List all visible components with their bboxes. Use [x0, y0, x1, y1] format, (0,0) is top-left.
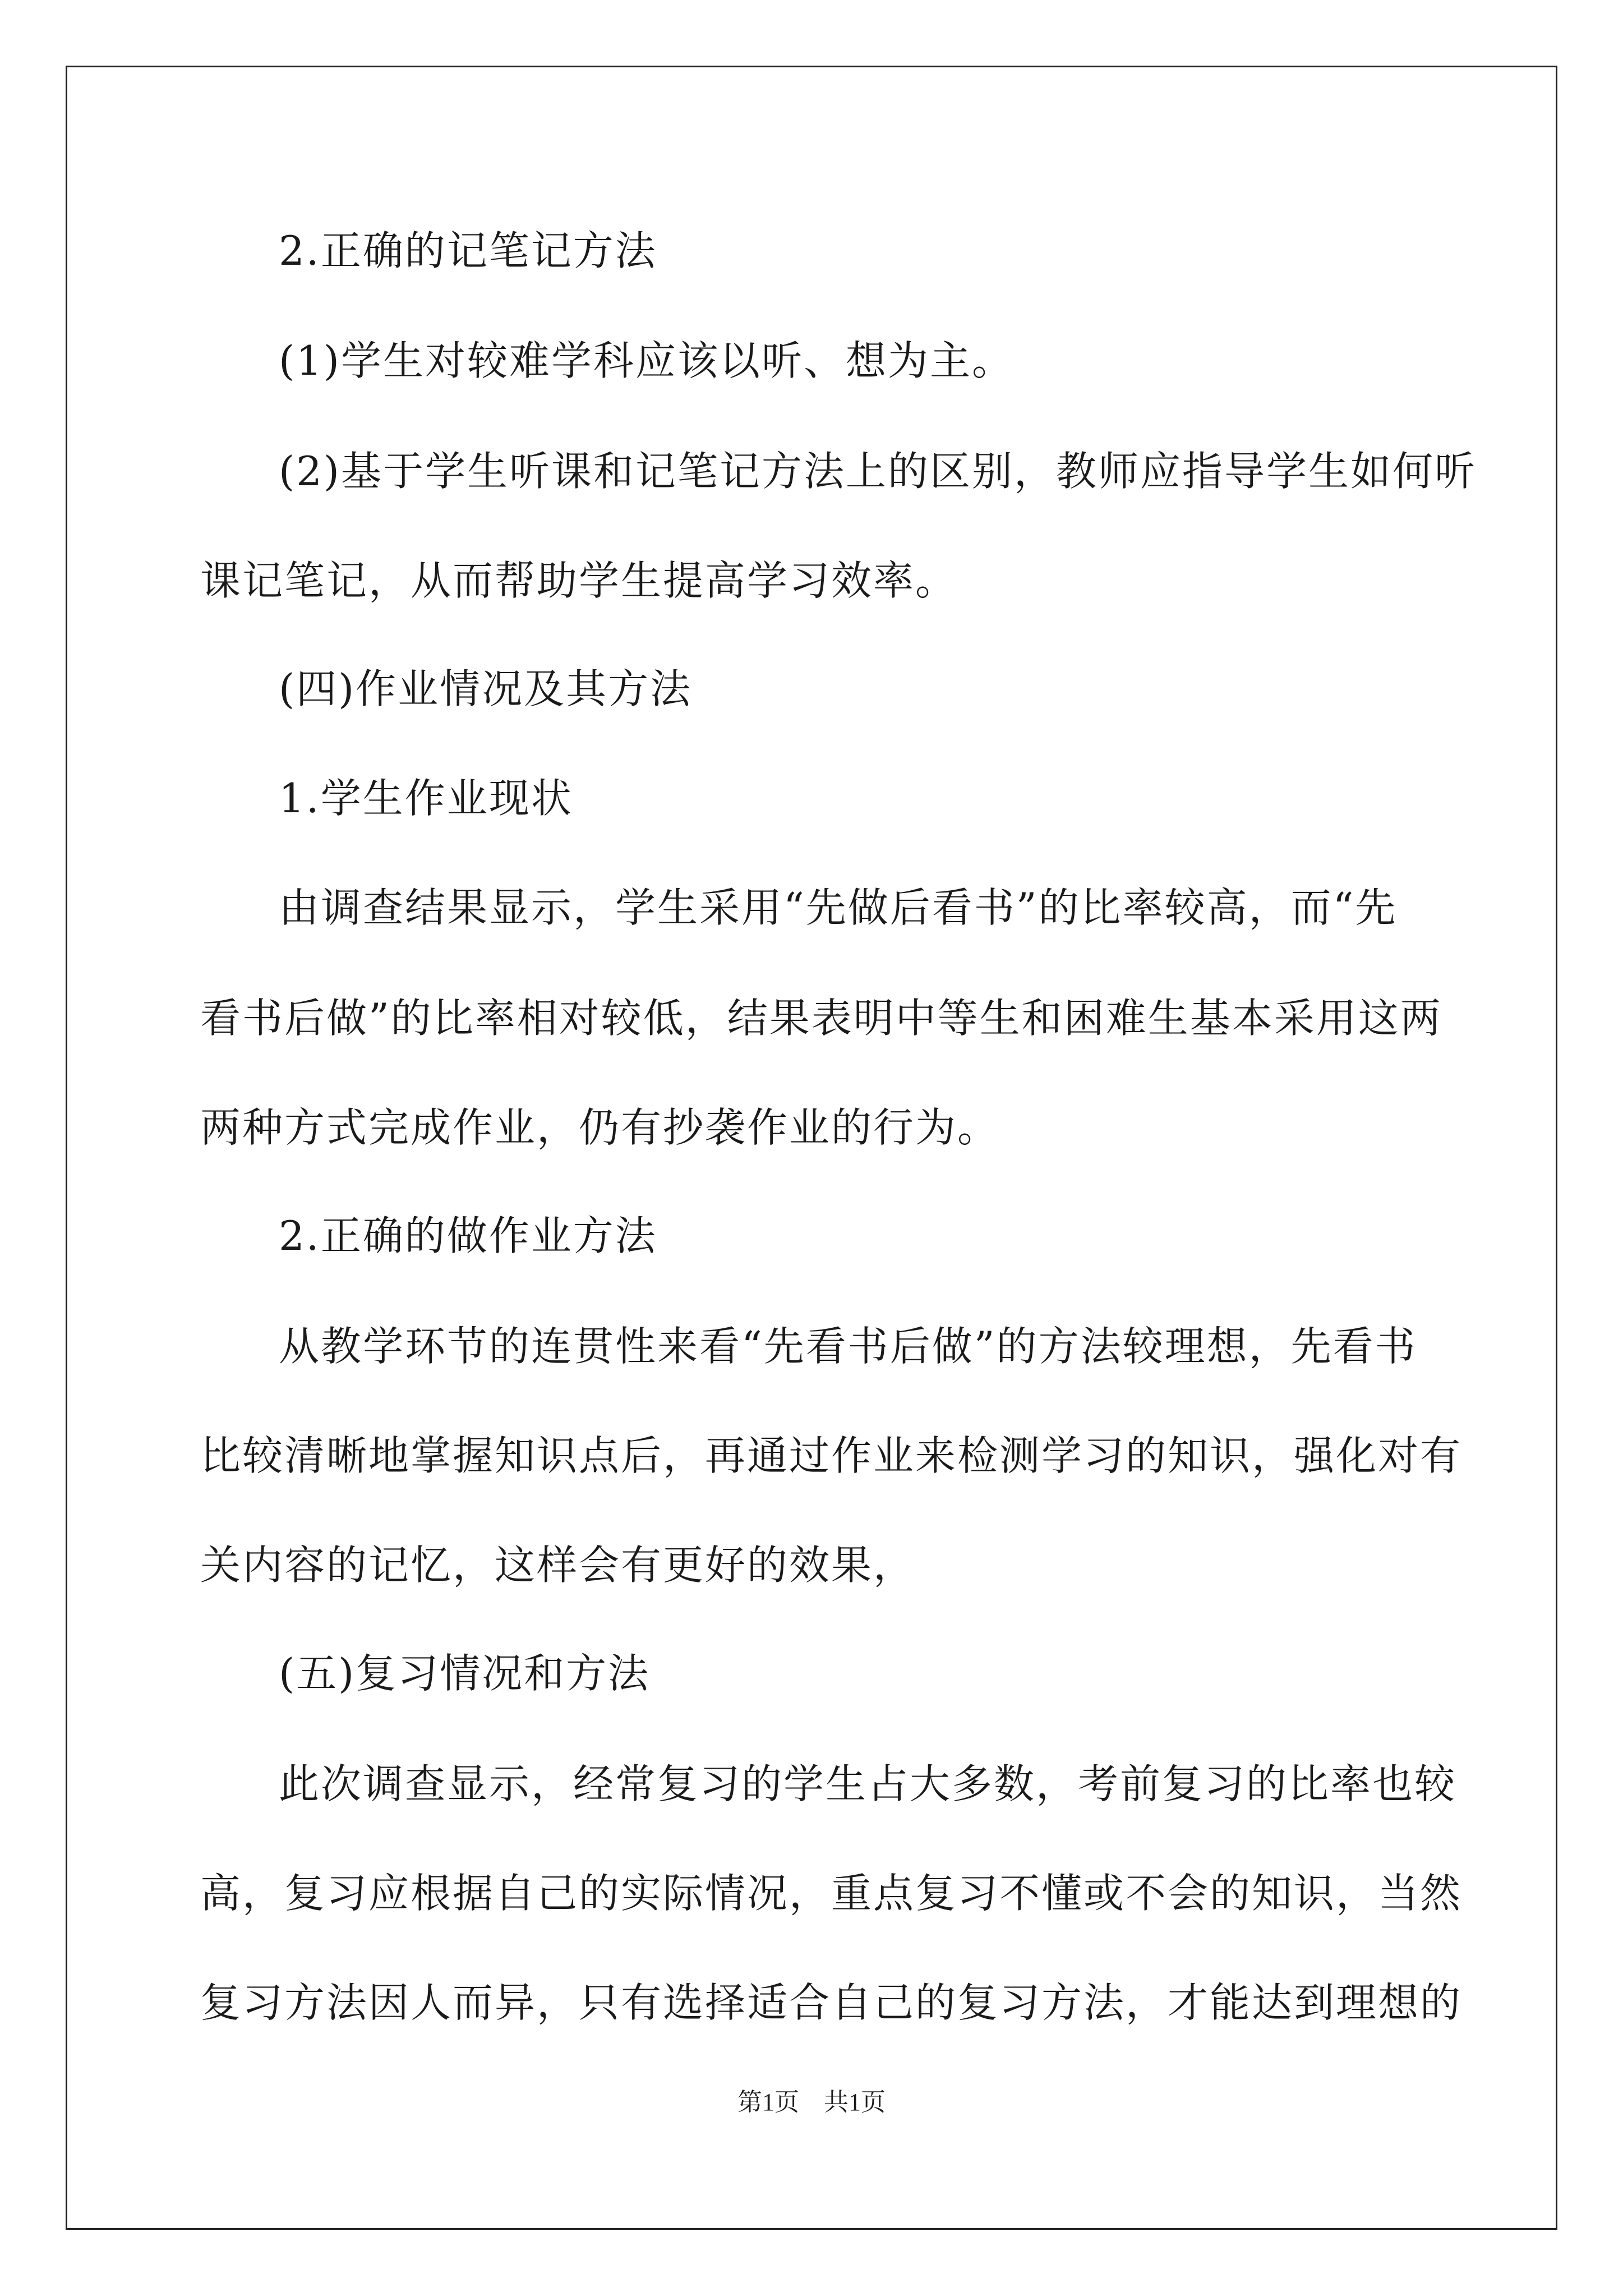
paragraph-homework-line-2: 看书后做”的比率相对较低，结果表明中等生和困难生基本采用这两 [200, 995, 1442, 1042]
paragraph-review-line-3: 复习方法因人而异，只有选择适合自己的复习方法，才能达到理想的 [200, 1979, 1463, 2026]
section-heading-homework: (四)作业情况及其方法 [279, 665, 693, 712]
paragraph-point-1: (1)学生对较难学科应该以听、想为主。 [279, 337, 1014, 384]
paragraph-homework-line-3: 两种方式完成作业，仍有抄袭作业的行为。 [200, 1104, 1000, 1151]
paragraph-review-line-2: 高，复习应根据自己的实际情况，重点复习不懂或不会的知识，当然 [200, 1870, 1463, 1917]
subheading-homework-status: 1.学生作业现状 [279, 775, 573, 822]
paragraph-method-line-2: 比较清晰地掌握知识点后，再通过作业来检测学习的知识，强化对有 [200, 1432, 1463, 1479]
paragraph-review-line-1: 此次调查显示，经常复习的学生占大多数，考前复习的比率也较 [279, 1760, 1457, 1807]
paragraph-method-line-3: 关内容的记忆，这样会有更好的效果， [200, 1542, 916, 1589]
section-heading-review: (五)复习情况和方法 [279, 1650, 651, 1697]
subheading-homework-method: 2.正确的做作业方法 [279, 1212, 657, 1259]
paragraph-point-2-line-1: (2)基于学生听课和记笔记方法上的区别，教师应指导学生如何听 [279, 448, 1477, 495]
paragraph-homework-line-1: 由调查结果显示，学生采用“先做后看书”的比率较高，而“先 [279, 884, 1398, 931]
heading-note-taking-method: 2.正确的记笔记方法 [279, 227, 657, 274]
paragraph-point-2-line-2: 课记笔记，从而帮助学生提高学习效率。 [200, 557, 958, 604]
paragraph-method-line-1: 从教学环节的连贯性来看“先看书后做”的方法较理想，先看书 [279, 1323, 1417, 1370]
page-number-footer: 第1页 共1页 [737, 2088, 886, 2116]
